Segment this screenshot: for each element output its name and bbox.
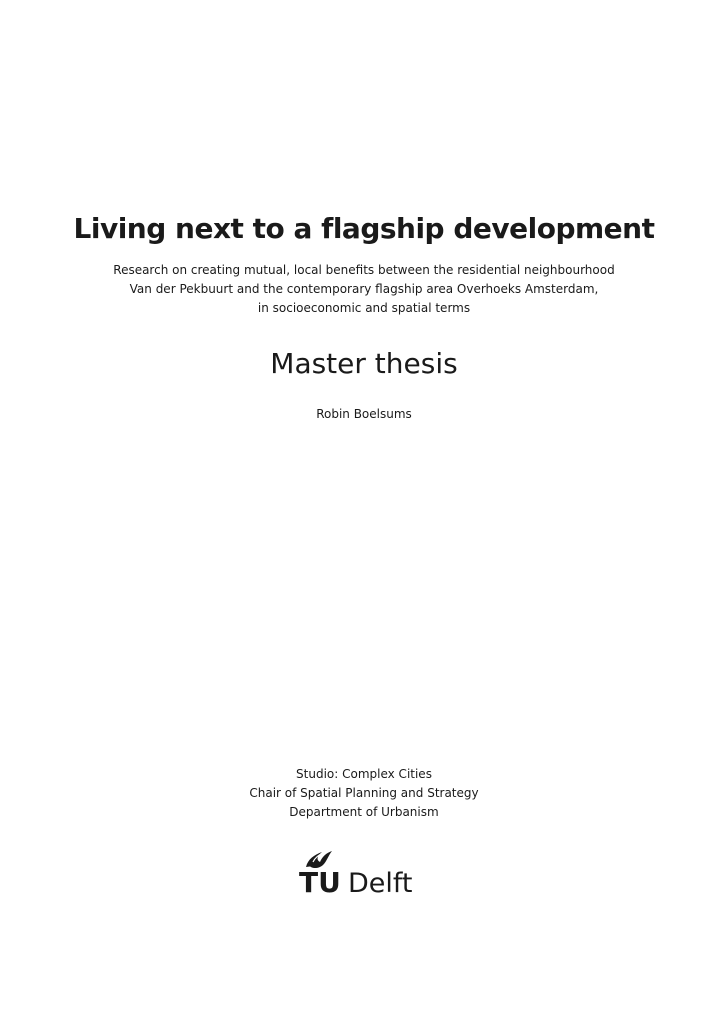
document-title: Living next to a flagship development (73, 212, 655, 245)
subtitle-line: in socioeconomic and spatial terms (257, 301, 471, 315)
document-subtitle (0, 261, 728, 318)
logo-prefix: TU (299, 866, 341, 895)
author-name: Robin Boelsums (316, 407, 412, 421)
chair-name: Chair of Spatial Planning and Strategy (249, 786, 479, 800)
tu-delft-logo (296, 843, 426, 895)
studio-name: Studio: Complex Cities (296, 767, 432, 781)
document-type: Master thesis (270, 347, 458, 380)
affiliation-block (0, 765, 728, 822)
logo-suffix: Delft (348, 868, 413, 895)
department-name: Department of Urbanism (289, 805, 439, 819)
subtitle-line: Van der Pekbuurt and the contemporary flagship area Overhoeks Amsterdam, (129, 282, 599, 296)
subtitle-line: Research on creating mutual, local benefits between the residential neighbourhood (113, 263, 615, 277)
